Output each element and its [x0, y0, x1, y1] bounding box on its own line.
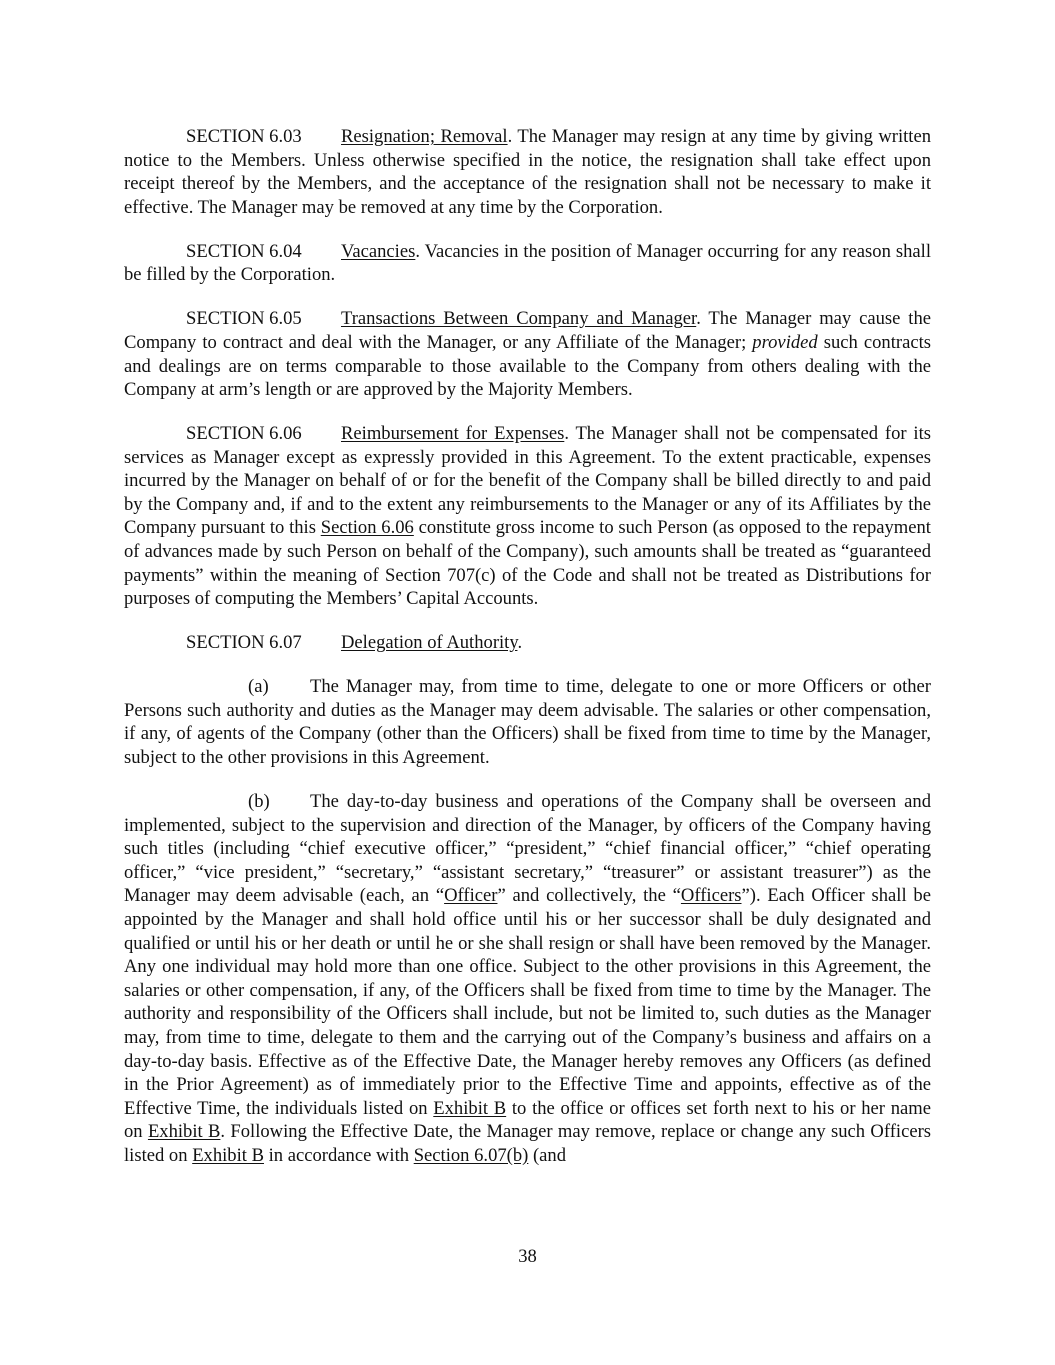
- cross-reference: Exhibit B: [192, 1144, 264, 1166]
- subsection-text: ”). Each Officer shall be appointed by the Manager and shall hold office until his or her successor shall be duly designated and qualified or until his or her death or until he or she shall resign or shall have been removed by the Manager. Any one individual may hold more than one office. Subject to the other provisions in this Agreement, the salaries or other compensation, if any, of the Officers shall be fixed from time to time by the Manager. The authority and responsibility of the Officers shall include, but not be limited to, such duties as the Manager may, from time to time, delegate to them and the carrying out of the Company’s business and affairs on a day-to-day basis. Effective as of the Effective Date, the Manager hereby removes any Officers (as defined in the Prior Agreement) as of immediately prior to the Effective Time and appoints, effective as of the Effective Time, the individuals listed on: [124, 885, 931, 1119]
- section-text: .: [517, 632, 523, 654]
- section-text: such contracts and dealings are on terms comparable to those available to the Company from others dealing with the Company at arm’s length or are approved by the Majority Members.: [124, 331, 931, 401]
- section-number: SECTION 6.07: [186, 632, 302, 654]
- subsection-a: [124, 675, 931, 769]
- section-text: . Vacancies in the position of Manager occurring for any reason shall be filled by the Corporation.: [124, 240, 931, 286]
- section-number: SECTION 6.06: [186, 423, 302, 445]
- cross-reference: Section 6.07(b): [413, 1144, 529, 1166]
- section-number: SECTION 6.03: [186, 126, 302, 147]
- section-heading: Reimbursement for Expenses: [341, 423, 565, 445]
- section-6-06: [124, 422, 931, 611]
- subsection-text: (and: [528, 1144, 567, 1166]
- section-text: constitute gross income to such Person (as opposed to the repayment of advances made by such Person on behalf of the Company), such amounts shall be treated as “guaranteed payments” within the meaning of Section 707(c) of the Code and shall not be treated as Distributions for purposes of computing the Members’ Capital Accounts.: [124, 517, 931, 610]
- section-heading: Delegation of Authority: [341, 632, 518, 654]
- section-6-03: [124, 125, 931, 219]
- defined-term: Officers: [680, 885, 742, 907]
- subsection-text: ” and collectively, the “: [497, 885, 681, 907]
- defined-term: Officer: [444, 885, 498, 907]
- subsection-text: The day-to-day business and operations of the Company shall be overseen and implemented, subject to the supervision and direction of the Manager, by officers of the Company having such titles (including “chief executive officer,” “president,” “chief financial officer,” “chief operating officer,” “vice president,” “secretary,” “assistant secretary,” “treasurer” or assistant treasurer”) as the Manager may deem advisable (each, an “: [124, 791, 931, 907]
- section-text: . The Manager may cause the Company to contract and deal with the Manager, or any Affiliate of the Manager;: [124, 308, 932, 353]
- subsection-text: The Manager may, from time to time, delegate to one or more Officers or other Persons such authority and duties as the Manager may deem advisable. The salaries or other compensation, if any, of agents of the Company (other than the Officers) shall be fixed from time to time by the Manager, subject to the other provisions in this Agreement.: [124, 676, 931, 769]
- section-6-04: [124, 240, 931, 287]
- section-heading: Transactions Between Company and Manager: [341, 308, 697, 330]
- section-number: SECTION 6.05: [186, 308, 302, 330]
- section-heading: Resignation; Removal: [341, 126, 508, 147]
- page-number: 38: [518, 1246, 537, 1267]
- cross-reference: Exhibit B: [433, 1097, 507, 1119]
- cross-reference: Exhibit B: [147, 1121, 221, 1143]
- section-text: . The Manager may resign at any time by giving written notice to the Members. Unless otherwise specified in the notice, the resignation shall take effect upon receipt thereof by the Members, and the acceptance of the resignation shall not be necessary to make it effective. The Manager may be removed at any time by the Corporation.: [124, 126, 932, 218]
- subsection-text: to the office or offices set forth next to his or her name on: [124, 1097, 931, 1143]
- section-6-07: [124, 631, 931, 655]
- subsection-text: in accordance with: [263, 1144, 414, 1166]
- section-number: SECTION 6.04: [186, 240, 302, 262]
- subsection-label: (a): [248, 676, 269, 698]
- subsection-text: . Following the Effective Date, the Manager may remove, replace or change any such Officers listed on: [124, 1121, 931, 1166]
- italic-term: provided: [752, 331, 818, 353]
- section-text: . The Manager shall not be compensated for its services as Manager except as expressly provided in this Agreement. To the extent practicable, expenses incurred by the Manager on behalf of or for the benefit of the Company shall be billed directly to and paid by the Company and, if and to the extent any reimbursements to the Manager or any of its Affiliates by the Company pursuant to this: [124, 423, 931, 539]
- section-6-05: [124, 307, 931, 401]
- subsection-b: [124, 790, 931, 1168]
- subsection-label: (b): [248, 791, 270, 812]
- cross-reference: Section 6.06: [320, 517, 414, 539]
- page-body: [124, 125, 931, 1188]
- section-heading: Vacancies: [341, 240, 416, 262]
